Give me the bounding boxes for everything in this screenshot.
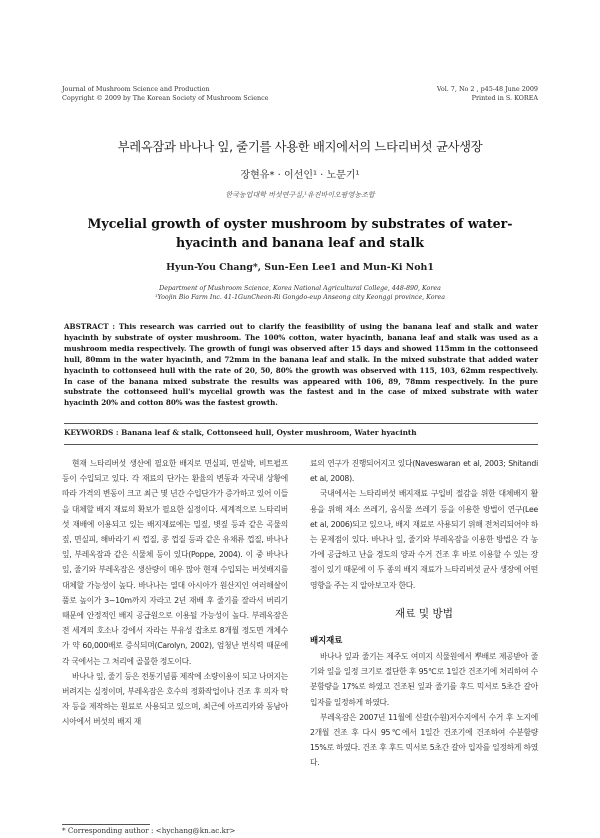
abstract-text: ABSTRACT : This research was carried out to clarify the feasibility of using the banana leaf and stalk and water hyacinth by substrate of oyster mushroom. The 100% cotton, water hyacinth, banana leaf and stalk was used as a mushroom media respectively. The growth of fungi was observed after 15 days and showed 115mm in the cottonseed hull, 80mm in the water hyacinth, and 72mm in the banana leaf and stalk. In the mixed substrate that added water hyacinth to cottonseed hull with the rate of 20, 50, 80% the growth was observed with 115, 103, 62mm respectively. In case of the banana mixed substrate the results was appeared with 106, 89, 78mm respectively. In the pure substrate the cottonseed hull's mycelial growth was the fastest and in the case of mixed substrate with water hyacinth 20% and cotton 80% was the fastest growth. (64, 322, 538, 408)
keywords-divider (64, 444, 538, 445)
korean-affiliation: 한국농업대학 버섯연구실,¹유진바이오팜영농조합 (225, 191, 375, 199)
copyright-line: Copyright © 2009 by The Korean Society of Mushroom Science (62, 93, 269, 102)
body-paragraph: 부레옥잠은 2007년 11월에 신갈(수원)저수지에서 수거 후 노지에 2개월 건조 후 다시 95℃에서 1일간 건조기에 건조하여 수분함량 15%로 하였다. 건조 후 후드 믹서로 5초간 갈아 입자를 일정하게 하였다. (310, 712, 538, 768)
volume-header (380, 85, 538, 102)
materials-column (310, 649, 538, 771)
abstract-divider (64, 423, 538, 424)
body-column-right (310, 456, 538, 593)
body-paragraph: 바나나 잎과 줄기는 제주도 여미지 식물원에서 뿌배로 제공받아 줄기와 잎을 일정 크기로 절단한 후 95℃로 1일간 건조기에 처리하여 수분함량을 17%로 하였고 건조된 잎과 줄기를 후드 믹서로 5초간 갈아 입자를 일정하게 하였다. (310, 652, 538, 707)
journal-name: Journal of Mushroom Science and Production (62, 85, 210, 93)
subsection-title: 배지재료 (310, 635, 343, 645)
body-paragraph: 현재 느타리버섯 생산에 필요한 배지로 면실피, 면실박, 비트펄프 등이 수입되고 있다. 각 재료의 단가는 환율의 변동과 자국내 상황에 따라 가격의 변동이 크고 최근 몇 년간 수입단가가 증가하고 있어 이들을 대체할 배지 재료의 확보가 필요한 실정이다. 세계적으로 느타리버섯 재배에 이용되고 있는 배지재료에는 밀짚, 볏짚 등과 같은 곡물의 짚, 면실피, 해바라기 씨 껍질, 콩 껍질 등과 같은 유채류 껍질, 바나나 잎, 부레옥잠과 같은 식물체 등이 있다(Poppe, 2004). 이 중 바나나 잎, 줄기와 부레옥잠은 생산량이 매우 많아 현재 수입되는 버섯배지를 대체할 가능성이 높다. 바나나는 열대 아시아가 원산지인 여러해살이풀로 높이가 3~10m까지 자라고 2년 재배 후 줄기를 잘라서 버리기 때문에 안정적인 배지 공급원으로 이용될 가능성이 높다. 부레옥잠은 전 세계의 호소나 강에서 자라는 부유성 잡초로 8개월 정도면 개체수가 약 60,000배로 증식되며(Carolyn, 2002), 엄청난 번식력 때문에 각 국에서는 그 처리에 골몰한 정도이다. (62, 459, 288, 666)
korean-title: 부레옥잠과 바나나 잎, 줄기를 사용한 배지에서의 느타리버섯 균사생장 (117, 140, 483, 154)
english-affiliation (60, 285, 540, 303)
keywords-line: KEYWORDS : Banana leaf & stalk, Cottonseed hull, Oyster mushroom, Water hyacinth (64, 428, 417, 437)
body-paragraph: 료의 연구가 진행되어지고 있다(Naveswaran et al, 2003; Shitandi et al, 2008). (310, 459, 538, 484)
affiliation-line-1: Department of Mushroom Science, Korea National Agricultural College, 448-890, Korea (159, 285, 441, 292)
body-column-left (62, 456, 288, 730)
english-authors: Hyun-You Chang*, Sun-Een Lee1 and Mun-Ki Noh1 (166, 262, 434, 273)
body-paragraph: 바나나 잎, 줄기 등은 전통기념품 제작에 소량이용이 되고 나머지는 버려지는 실정이며, 부레옥잠은 호수의 정화작업이나 건조 후 의자 탁자 등을 제작하는 원료로 사용되고 있으며, 최근에 아프리카와 동남아시아에서 버섯의 배지 재 (62, 671, 288, 727)
body-paragraph: 국내에서는 느타리버섯 배지재료 구입비 절감을 위한 대체배지 활용을 위해 채소 쓰레기, 음식물 쓰레기 등을 이용한 방법이 연구(Lee et al, 2006)되고 있으나, 배지 재료로 사용되기 위해 전처리되어야 하는 문제점이 있다. 바나나 잎, 줄기와 부레옥잠을 이용한 방법은 각 농가에 공급하고 난을 경도의 양과 수거 건조 후 바로 이용할 수 있는 장점이 있기 때문에 이 두 종의 배지 재료가 느타리버섯 균사 생장에 어떤 영향을 주는 지 알아보고자 한다. (310, 489, 538, 590)
journal-header (62, 85, 322, 102)
section-title: 재료 및 방법 (395, 608, 453, 620)
english-title: Mycelial growth of oyster mushroom by substrates of water-hyacinth and banana leaf and stalk (87, 216, 513, 250)
affiliation-line-2: ¹Yoojin Bio Farm Inc. 41-1GunCheon-Ri Gongdo-eup Anseong city Keonggi province, Korea (154, 293, 445, 301)
corresponding-author-footnote: * Corresponding author : <hychang@kn.ac.kr> (62, 826, 236, 835)
printed-info: Printed in S. KOREA (471, 93, 538, 102)
korean-authors: 장현유* · 이선인¹ · 노문기¹ (240, 170, 360, 181)
volume-info: Vol. 7, No 2 , p45-48 June 2009 (436, 85, 538, 93)
footnote-divider (62, 824, 150, 825)
